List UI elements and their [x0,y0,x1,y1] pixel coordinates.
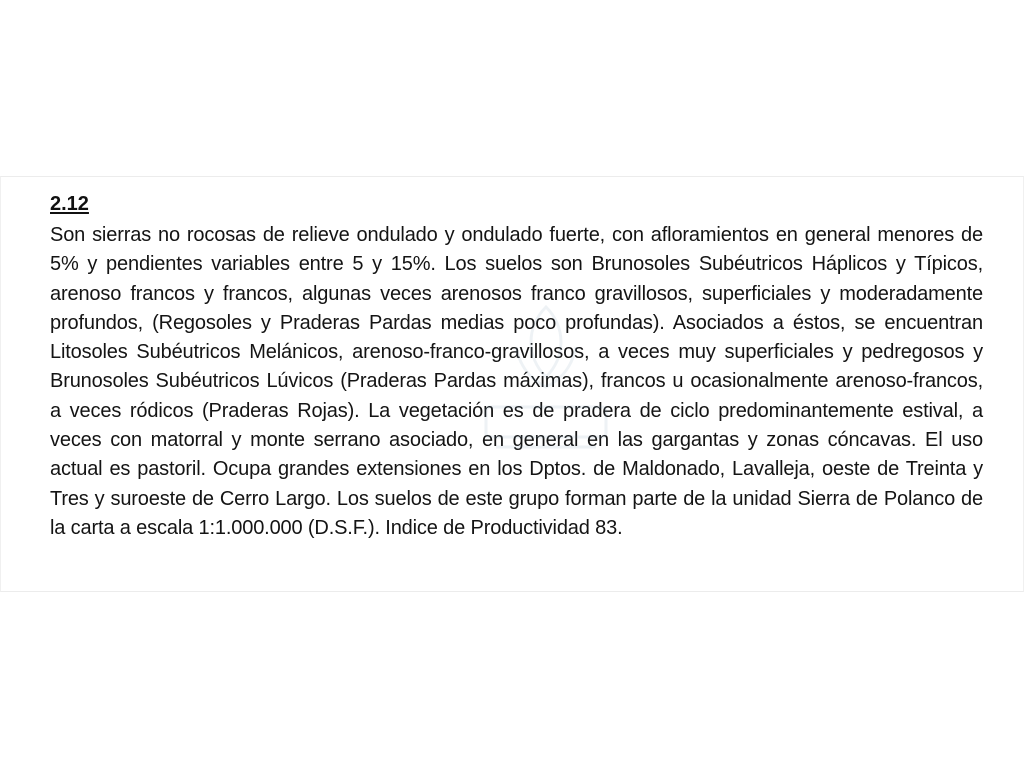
section-number: 2.12 [50,193,89,215]
text-panel [0,176,1024,592]
body-paragraph: Son sierras no rocosas de relieve ondulado y ondulado fuerte, con afloramientos en general menores de 5% y pendientes variables entre 5 y 15%. Los suelos son Brunosoles Subéutricos Háplicos y Típicos, arenoso francos y francos, algunas veces arenosos franco gravillosos, superficiales y moderadamente profundos, (Regosoles y Praderas Pardas medias poco profundas). Asociados a éstos, se encuentran Litosoles Subéutricos Melánicos, arenoso-franco-gravillosos, a veces muy superficiales y pedregosos y Brunosoles Subéutricos Lúvicos (Praderas Pardas máximas), francos u ocasionalmente arenoso-francos, a veces ródicos (Praderas Rojas). La vegetación es de pradera de ciclo predominantemente estival, a veces con matorral y monte serrano asociado, en general en las gargantas y zonas cóncavas. El uso actual es pastoril. Ocupa grandes extensiones en los Dptos. de Maldonado, Lavalleja, oeste de Treinta y Tres y suroeste de Cerro Largo. Los suelos de este grupo forman parte de la unidad Sierra de Polanco de la carta a escala 1:1.000.000 (D.S.F.). Indice de Productividad 83. [50,224,983,539]
